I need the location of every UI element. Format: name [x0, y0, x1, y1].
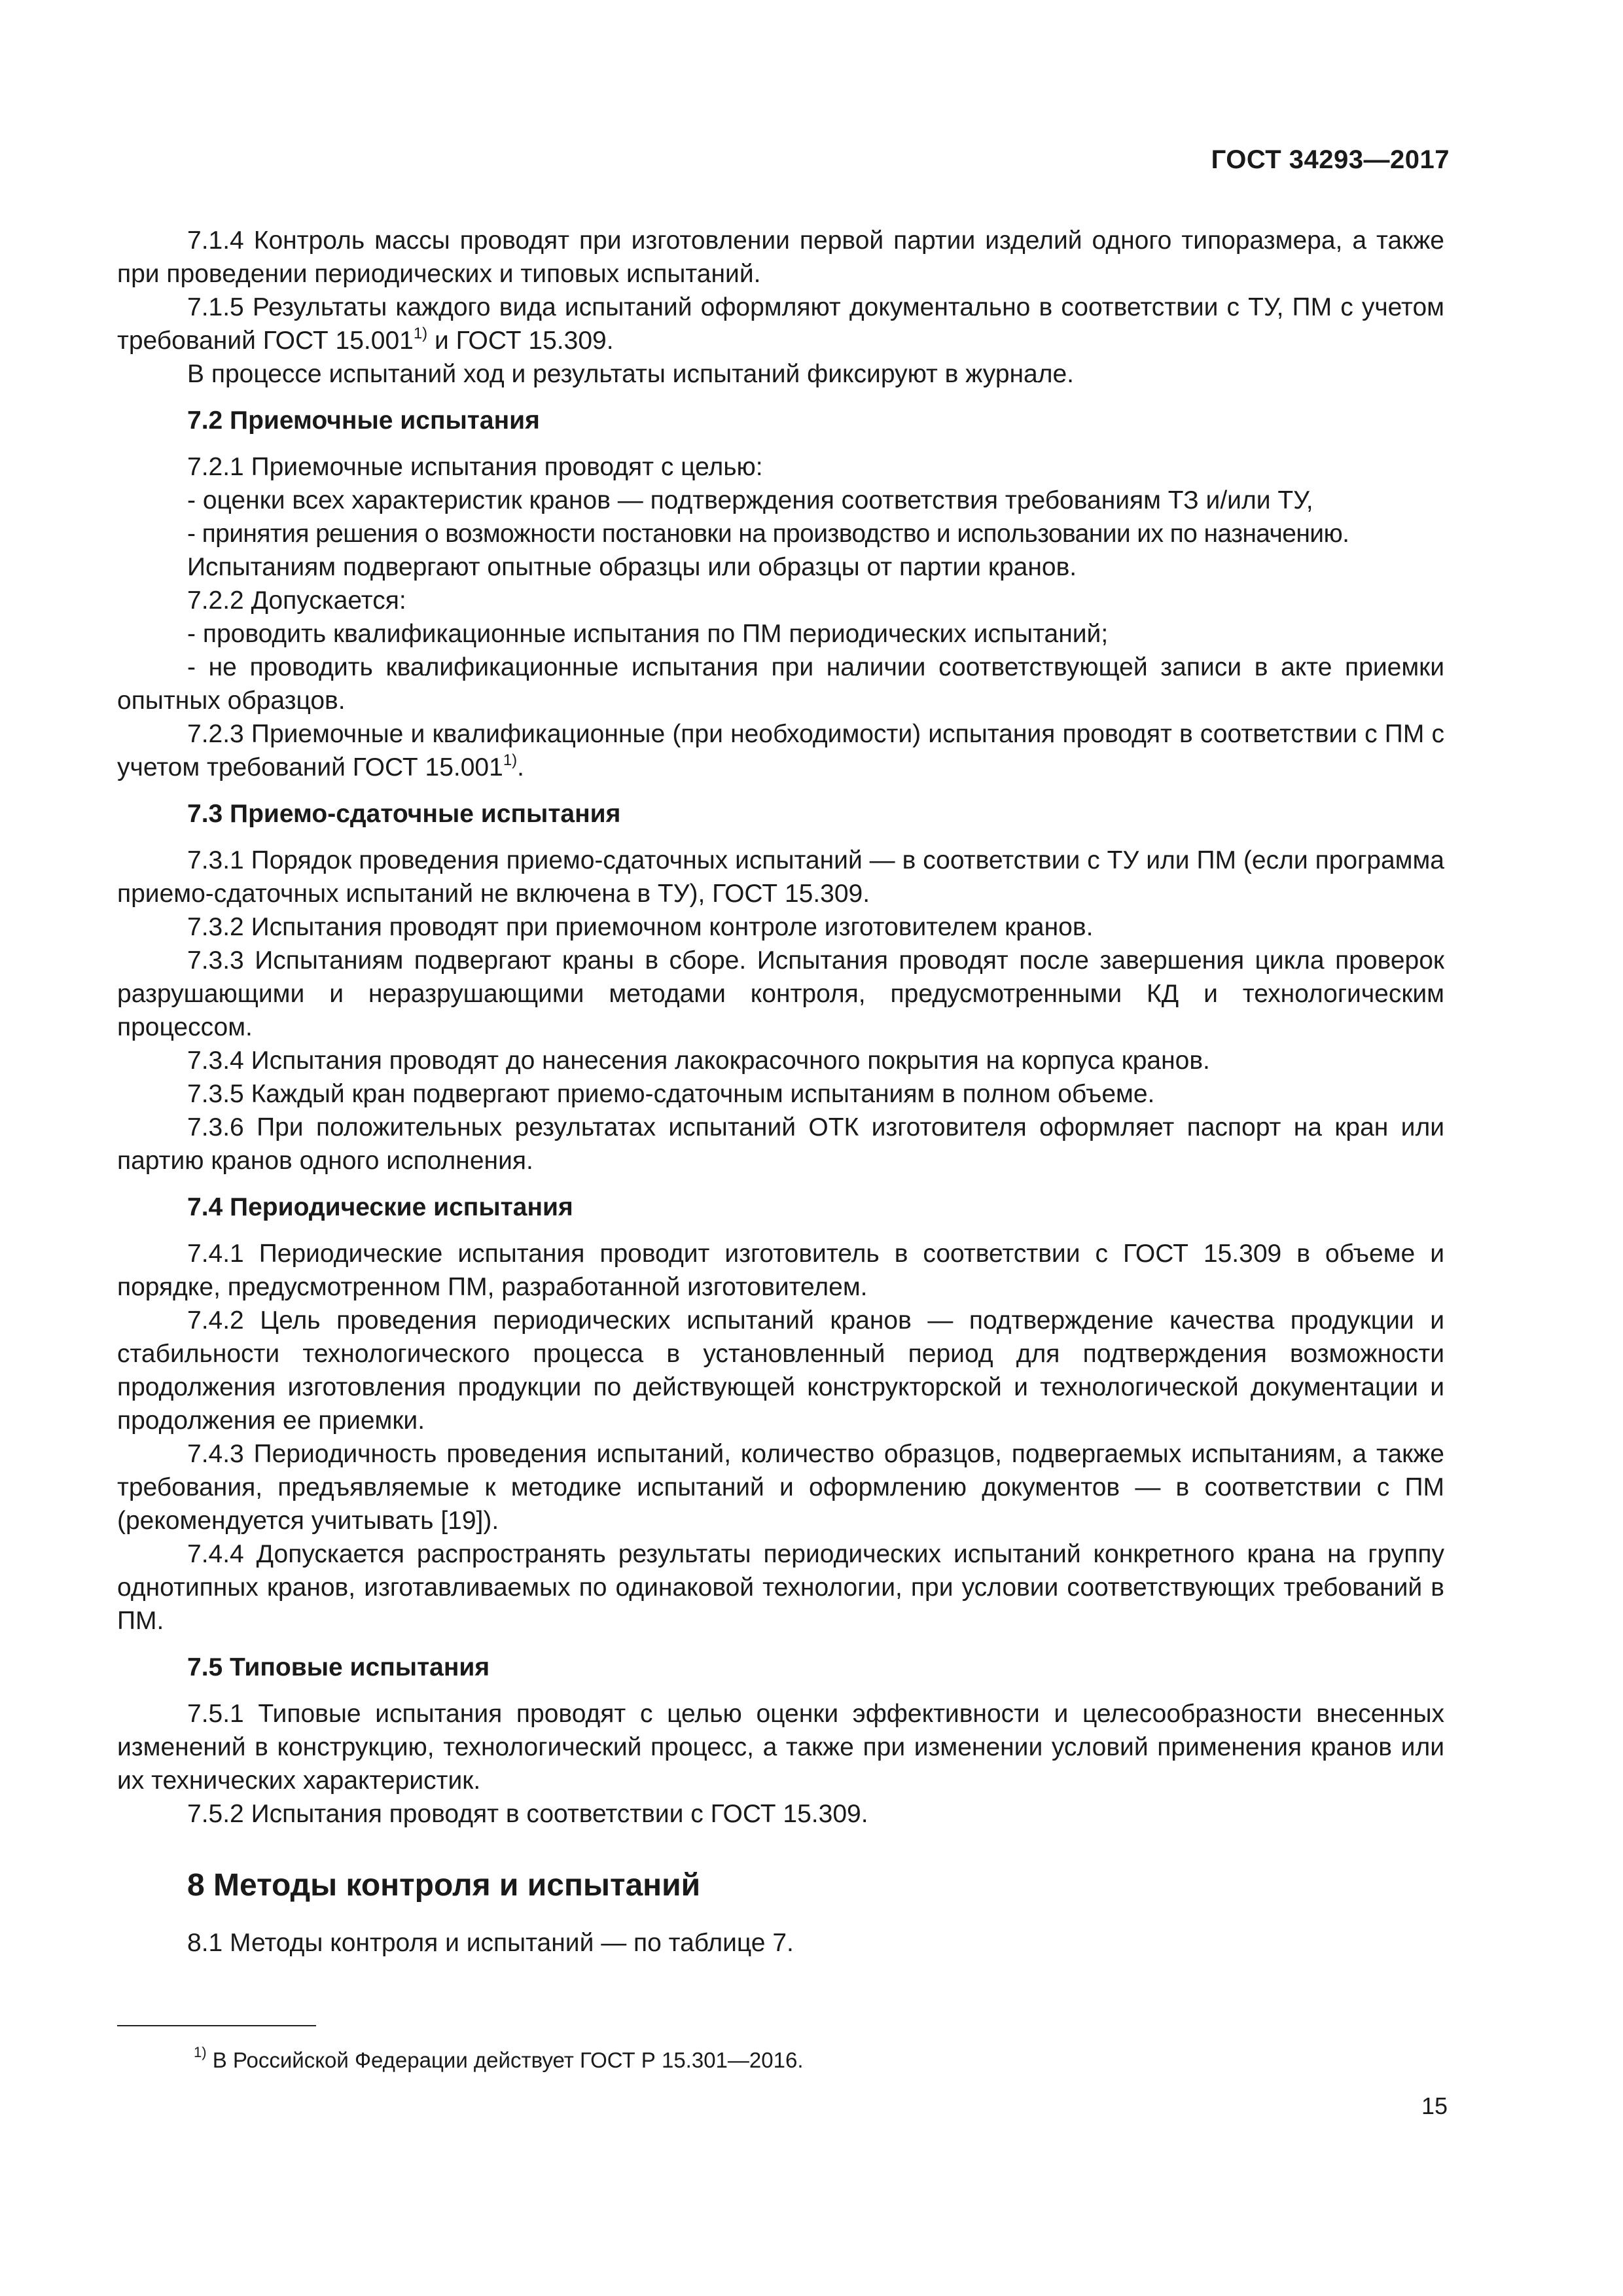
section-heading-7-5: 7.5 Типовые испытания — [187, 1653, 490, 1681]
paragraph-7-3-6: 7.3.6 При положительных результатах испытаний ОТК изготовителя оформляет паспорт на кран или партию кранов одного исполнения. — [117, 1113, 1444, 1175]
paragraph-7-3-1: 7.3.1 Порядок проведения приемо-сдаточных испытаний — в соответствии с ТУ или ПМ (если программа приемо-сдаточных испытаний не включена в ТУ), ГОСТ 15.309. — [117, 846, 1444, 908]
footnote-marker: 1) — [194, 2044, 207, 2060]
paragraph-7-3-2: 7.3.2 Испытания проводят при приемочном контроле изготовителем кранов. — [187, 913, 1094, 941]
footnote-ref: 1) — [413, 325, 428, 342]
list-item: - оценки всех характеристик кранов — подтверждения соответствия требованиям ТЗ и/или ТУ, — [187, 486, 1313, 514]
document-header: ГОСТ 34293—2017 — [1211, 145, 1450, 174]
paragraph-7-1-5 — [117, 291, 1444, 357]
paragraph-7-1-5-tail: и ГОСТ 15.309. — [427, 327, 614, 355]
list-item: - не проводить квалификационные испытания при наличии соответствующей записи в акте приемки опытных образцов. — [117, 653, 1444, 715]
paragraph-7-4-2: 7.4.2 Цель проведения периодических испытаний кранов — подтверждение качества продукции и стабильности технологического процесса в установленный период для подтверждения возможности продолжения изготовления продукции по действующей конструкторской и технологической документации и продолжения ее приемки. — [117, 1306, 1444, 1435]
footnote — [194, 2044, 804, 2073]
page-number: 15 — [1421, 2092, 1448, 2119]
paragraph-7-5-2: 7.5.2 Испытания проводят в соответствии с ГОСТ 15.309. — [187, 1800, 868, 1828]
paragraph-7-2-1: 7.2.1 Приемочные испытания проводят с целью: — [187, 453, 763, 481]
paragraph-7-2-3-tail: . — [517, 753, 524, 781]
footnote-separator — [117, 2025, 316, 2026]
footnote-text: В Российской Федерации действует ГОСТ Р 15.301—2016. — [206, 2048, 804, 2072]
document-body — [117, 224, 1444, 1960]
list-item: - проводить квалификационные испытания по ПМ периодических испытаний; — [187, 620, 1109, 648]
paragraph-7-4-3: 7.4.3 Периодичность проведения испытаний, количество образцов, подвергаемых испытаниям, а также требования, предъявляемые к методике испытаний и оформлению документов — в соответствии с ПМ (рекомендуется учитывать [19]). — [117, 1440, 1444, 1535]
paragraph-7-3-3: 7.3.3 Испытаниям подвергают краны в сборе. Испытания проводят после завершения цикла проверок разрушающими и неразрушающими методами контроля, предусмотренными КД и технологическим процессом. — [117, 946, 1444, 1041]
paragraph-7-1-5-text: 7.1.5 Результаты каждого вида испытаний оформляют документально в соответствии с ТУ, ПМ с учетом требований ГОСТ 15.001 — [117, 293, 1444, 355]
paragraph-7-5-1: 7.5.1 Типовые испытания проводят с целью оценки эффективности и целесообразности внесенных изменений в конструкцию, технологический процесс, а также при изменении условий применения кранов или их технических характеристик. — [117, 1700, 1444, 1795]
paragraph-7-3-5: 7.3.5 Каждый кран подвергают приемо-сдаточным испытаниям в полном объеме. — [187, 1080, 1155, 1108]
paragraph-7-2-2: 7.2.2 Допускается: — [187, 586, 406, 615]
paragraph-7-2-3-text: 7.2.3 Приемочные и квалификационные (при необходимости) испытания проводят в соответствии с ПМ с учетом требований ГОСТ 15.001 — [117, 720, 1444, 781]
chapter-heading-8: 8 Методы контроля и испытаний — [187, 1868, 701, 1903]
section-heading-7-4: 7.4 Периодические испытания — [187, 1193, 573, 1221]
paragraph-7-3-4: 7.3.4 Испытания проводят до нанесения лакокрасочного покрытия на корпуса кранов. — [187, 1047, 1210, 1075]
paragraph-7-4-4: 7.4.4 Допускается распространять результаты периодических испытаний конкретного крана на группу однотипных кранов, изготавливаемых по одинаковой технологии, при условии соответствующих требований в ПМ. — [117, 1540, 1444, 1635]
paragraph-7-2-1-tail: Испытаниям подвергают опытные образцы или образцы от партии кранов. — [187, 553, 1077, 581]
footnote-ref: 1) — [503, 751, 518, 769]
section-heading-7-3: 7.3 Приемо-сдаточные испытания — [187, 800, 621, 828]
paragraph-7-1-4: 7.1.4 Контроль массы проводят при изготовлении первой партии изделий одного типоразмера, а также при проведении периодических и типовых испытаний. — [117, 226, 1444, 288]
paragraph-7-4-1: 7.4.1 Периодические испытания проводит изготовитель в соответствии с ГОСТ 15.309 в объеме и порядке, предусмотренном ПМ, разработанной изготовителем. — [117, 1240, 1444, 1301]
paragraph-8-1: 8.1 Методы контроля и испытаний — по таблице 7. — [187, 1929, 794, 1957]
list-item: - принятия решения о возможности постановки на производство и использовании их по назначению. — [187, 520, 1349, 548]
paragraph-journal: В процессе испытаний ход и результаты испытаний фиксируют в журнале. — [187, 360, 1075, 388]
paragraph-7-2-3 — [117, 717, 1444, 784]
section-heading-7-2: 7.2 Приемочные испытания — [187, 406, 540, 435]
